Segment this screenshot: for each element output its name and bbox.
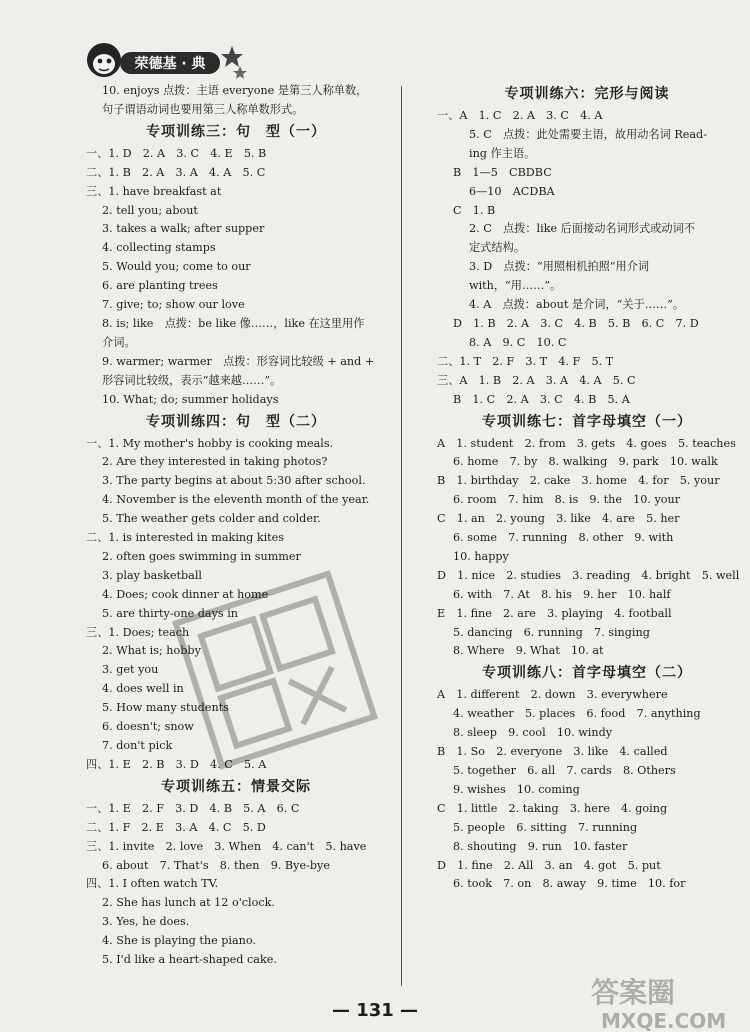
left-answer-line: 3. get you (102, 663, 159, 677)
logo-text: 荣德基 · 典 (134, 56, 206, 72)
right-answer-line: 8. sleep 9. cool 10. windy (453, 726, 613, 740)
right-answer-line: B 1—5 CBDBC (453, 165, 552, 179)
left-answer-line: 4. She is playing the piano. (102, 934, 256, 948)
left-answer-line: 3. play basketball (102, 568, 202, 582)
right-answer-line: 4. A 点拨：about 是介词，“关于……”。 (469, 298, 685, 312)
right-answer-line: B 1. So 2. everyone 3. like 4. called (437, 745, 668, 759)
left-answer-line: 4. November is the eleventh month of the year. (102, 493, 370, 507)
right-answer-line: 8. Where 9. What 10. at (453, 644, 604, 658)
right-answer-line: B 1. birthday 2. cake 3. home 4. for 5. your (437, 474, 720, 488)
left-answer-line: 8. is; like 点拨：be like 像……，like 在这里用作 (102, 316, 365, 330)
right-answer-line: 一、A 1. C 2. A 3. C 4. A (437, 109, 603, 122)
right-answer-line: A 1. student 2. from 3. gets 4. goes 5. teaches (437, 436, 736, 450)
left-answer-line: 2. What is; hobby (102, 644, 201, 658)
left-answer-line: 7. give; to; show our love (102, 298, 245, 312)
left-answer-line: 二、1. F 2. E 3. A 4. C 5. D (86, 820, 266, 834)
page-number: — 131 — (331, 1000, 419, 1021)
left-answer-line: 9. warmer; warmer 点拨：形容词比较级 + and + (102, 354, 375, 368)
right-answer-line: E 1. fine 2. are 3. playing 4. football (437, 606, 672, 620)
right-answer-line: with，“用……”。 (469, 279, 562, 293)
left-answer-line: 形容词比较级，表示“越来越……”。 (102, 373, 282, 387)
left-answer-line: 一、1. D 2. A 3. C 4. E 5. B (86, 146, 267, 160)
brand-logo (80, 40, 250, 86)
left-answer-line: 三、1. invite 2. love 3. When 4. can't 5. have (86, 839, 367, 853)
left-section-title: 专项训练三：句 型（一） (146, 123, 326, 140)
right-answer-line: 6. home 7. by 8. walking 9. park 10. walk (453, 455, 718, 469)
right-answer-line: ing 作主语。 (469, 146, 536, 160)
right-answer-line: 5. together 6. all 7. cards 8. Others (453, 764, 676, 777)
right-section-title: 专项训练八：首字母填空（二） (482, 665, 692, 682)
right-answer-line: D 1. B 2. A 3. C 4. B 5. B 6. C 7. D (453, 316, 699, 330)
stamp-watermark (170, 570, 380, 770)
left-answer-line: 三、1. Does; teach (86, 625, 190, 639)
right-answer-line: D 1. nice 2. studies 3. reading 4. bright 5. well (437, 568, 740, 582)
left-answer-line: 3. takes a walk; after supper (102, 222, 265, 236)
left-section-title: 专项训练四：句 型（二） (146, 413, 326, 430)
right-answer-line: B 1. C 2. A 3. C 4. B 5. A (453, 392, 630, 406)
left-answer-line: 一、1. E 2. F 3. D 4. B 5. A 6. C (86, 801, 300, 815)
left-answer-line: 一、1. My mother's hobby is cooking meals. (86, 436, 334, 450)
left-answer-line: 二、1. B 2. A 3. A 4. A 5. C (86, 165, 266, 179)
column-divider (401, 86, 402, 986)
left-answer-line: 5. Would you; come to our (102, 260, 251, 274)
svg-text:答案圈: 答案圈 (591, 976, 676, 1009)
left-answer-line: 四、1. E 2. B 3. D 4. C 5. A (86, 757, 267, 771)
right-answer-line: 5. people 6. sitting 7. running (453, 820, 638, 834)
right-answer-line: 3. D 点拨：“用照相机拍照”用介词 (469, 260, 650, 274)
left-section-title: 专项训练五：情景交际 (161, 778, 311, 795)
left-answer-line: 4. collecting stamps (102, 241, 216, 255)
right-answer-line: C 1. little 2. taking 3. here 4. going (437, 801, 668, 815)
right-answer-line: 三、A 1. B 2. A 3. A 4. A 5. C (437, 373, 636, 387)
left-answer-line: 4. does well in (102, 682, 184, 696)
svg-text:MXQE.COM: MXQE.COM (601, 1009, 727, 1032)
left-column (86, 82, 386, 970)
right-answer-line: 10. happy (453, 549, 509, 563)
right-answer-line: A 1. different 2. down 3. everywhere (437, 688, 668, 702)
left-answer-line: 10. What; do; summer holidays (102, 392, 279, 406)
right-section-title: 专项训练七：首字母填空（一） (482, 413, 692, 430)
right-answer-line: 4. weather 5. places 6. food 7. anything (453, 707, 701, 721)
right-answer-line: 6. took 7. on 8. away 9. time 10. for (453, 877, 686, 891)
right-column (437, 82, 740, 894)
right-answer-line: 6. some 7. running 8. other 9. with (453, 531, 674, 545)
right-answer-line: 5. dancing 6. running 7. singing (453, 625, 650, 639)
left-answer-line: 2. tell you; about (102, 203, 198, 217)
left-answer-line: 四、1. I often watch TV. (86, 877, 219, 891)
left-answer-line: 2. She has lunch at 12 o'clock. (102, 896, 275, 910)
left-answer-line: 5. are thirty-one days in (102, 606, 238, 620)
left-answer-line: 3. The party begins at about 5:30 after school. (102, 474, 366, 488)
right-answer-line: 6—10 ACDBA (469, 184, 555, 198)
right-answer-line: C 1. an 2. young 3. like 4. are 5. her (437, 512, 680, 526)
right-answer-line: 定式结构。 (469, 241, 525, 255)
left-answer-line: 6. doesn't; snow (102, 720, 194, 734)
left-answer-line: 2. Are they interested in taking photos? (102, 455, 328, 469)
left-answer-line: 7. don't pick (102, 739, 173, 752)
right-answer-line: 8. A 9. C 10. C (469, 335, 567, 349)
left-answer-line: 5. I'd like a heart-shaped cake. (102, 953, 277, 967)
left-answer-line: 6. are planting trees (102, 279, 218, 293)
left-answer-line: 3. Yes, he does. (102, 915, 190, 929)
left-answer-line: 10. enjoys 点拨：主语 everyone 是第三人称单数， (102, 84, 368, 97)
left-answer-line: 2. often goes swimming in summer (102, 549, 301, 563)
left-answer-line: 5. How many students (102, 701, 229, 715)
right-answer-line: 6. room 7. him 8. is 9. the 10. your (453, 493, 681, 507)
left-answer-line: 4. Does; cook dinner at home (102, 587, 269, 601)
right-answer-line: 9. wishes 10. coming (453, 782, 580, 796)
right-answer-line: 6. with 7. At 8. his 9. her 10. half (453, 587, 671, 601)
right-answer-line: 5. C 点拨：此处需要主语，故用动名词 Read- (469, 127, 708, 141)
right-answer-line: 二、1. T 2. F 3. T 4. F 5. T (437, 354, 614, 368)
left-answer-line: 句子谓语动词也要用第三人称单数形式。 (102, 102, 304, 116)
left-answer-line: 三、1. have breakfast at (86, 184, 222, 198)
right-answer-line: C 1. B (453, 203, 496, 217)
right-section-title: 专项训练六：完形与阅读 (504, 86, 670, 102)
left-answer-line: 5. The weather gets colder and colder. (102, 512, 321, 526)
left-answer-line: 6. about 7. That's 8. then 9. Bye-bye (102, 858, 330, 872)
left-answer-line: 二、1. is interested in making kites (86, 531, 285, 545)
left-answer-line: 介词。 (102, 335, 136, 349)
right-answer-line: 8. shouting 9. run 10. faster (453, 839, 628, 853)
right-answer-line: D 1. fine 2. All 3. an 4. got 5. put (437, 858, 661, 872)
right-answer-line: 2. C 点拨：like 后面接动名词形式或动词不 (469, 222, 695, 236)
